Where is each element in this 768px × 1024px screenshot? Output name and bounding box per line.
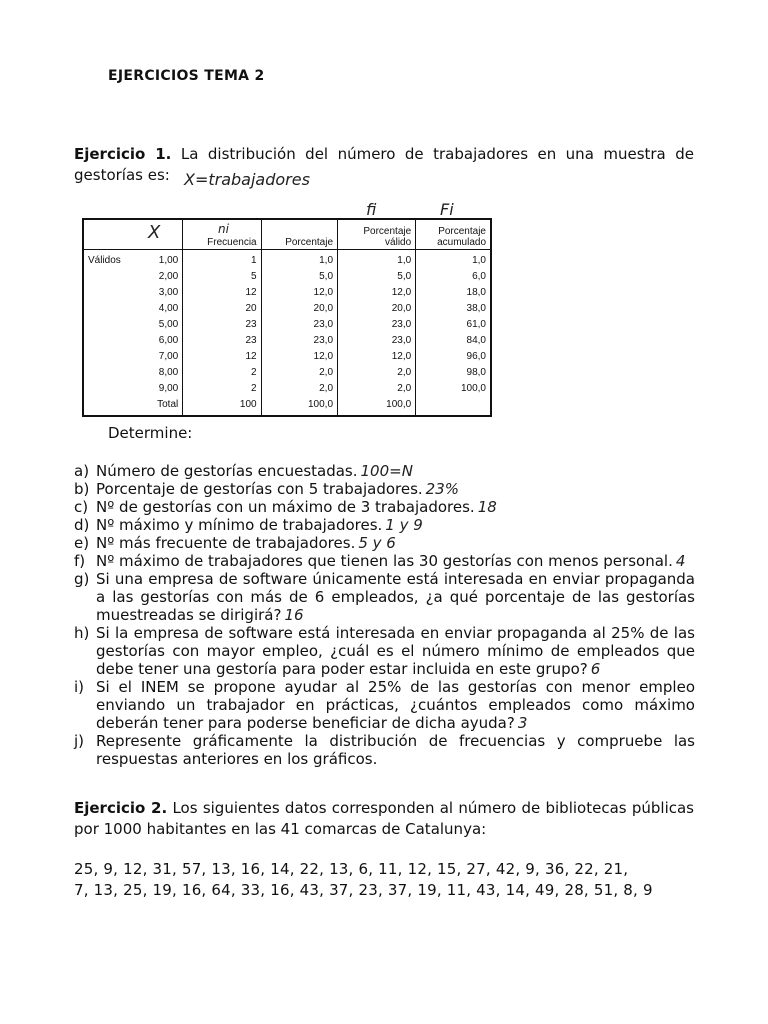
table-cell: 5,0 — [338, 268, 416, 284]
table-cell: 84,0 — [466, 334, 486, 346]
table-cell: 23,0 — [261, 316, 337, 332]
handwritten-x-label: X — [148, 222, 161, 243]
table-cell: 6,00 — [131, 332, 183, 348]
handwritten-answer: 23% — [425, 480, 460, 498]
table-cell: 98,0 — [466, 366, 486, 378]
question-text: Si una empresa de software únicamente está interesada en enviar propaganda a las gestorías con más de 6 empleados, ¿a qué porcentaje de las gestorías muestreadas se dirigirá? — [96, 570, 695, 624]
data-line-1: 25, 9, 12, 31, 57, 13, 16, 14, 22, 13, 6, 11, 12, 15, 27, 42, 9, 36, 22, 21, — [74, 860, 629, 878]
handwritten-answer: 6 — [590, 660, 601, 678]
table-cell: 2 — [183, 380, 261, 396]
table-cell: 7,00 — [131, 348, 183, 364]
table-cell: 12 — [183, 284, 261, 300]
table-cell: 23 — [183, 316, 261, 332]
table-cell: 3,00 — [131, 284, 183, 300]
page-title: EJERCICIOS TEMA 2 — [108, 68, 265, 84]
question-text: Nº máximo y mínimo de trabajadores. — [96, 516, 383, 534]
question-label: f) — [74, 552, 86, 570]
question-text: Nº más frecuente de trabajadores. — [96, 534, 356, 552]
table-cell: 38,0 — [466, 302, 486, 314]
question-label: h) — [74, 624, 90, 642]
handwritten-ni-label: ni — [218, 222, 229, 236]
handwritten-answer: 3 — [517, 714, 528, 732]
row-group-label — [83, 300, 131, 316]
determine-label: Determine: — [108, 424, 193, 442]
table-cell: 1 — [183, 250, 261, 269]
table-cell: 100,0 — [261, 396, 337, 416]
table-header — [83, 219, 131, 250]
table-cell: 12,0 — [338, 348, 416, 364]
question-text: Número de gestorías encuestadas. — [96, 462, 358, 480]
question-label: e) — [74, 534, 90, 552]
table-header-porcentaje-acumulado: Porcentaje acumulado — [437, 226, 486, 248]
table-cell: Total — [131, 396, 183, 416]
question-text: Si la empresa de software está interesada en enviar propaganda al 25% de las gestorías con mayor empleo, ¿cuál es el número mínimo de empleados que debe tener una gestoría para poder estar incluida en este grupo? — [96, 624, 695, 678]
exercise-2-text: Los siguientes datos corresponden al número de bibliotecas públicas por 1000 habitantes en las 41 comarcas de Catalunya: — [74, 799, 694, 838]
table-cell: 2,00 — [131, 268, 183, 284]
question-item — [74, 480, 695, 498]
handwritten-answer: 16 — [284, 606, 304, 624]
table-cell: 1,00 — [131, 250, 183, 269]
handwritten-answer: 5 y 6 — [358, 534, 396, 552]
table-cell: 2 — [183, 364, 261, 380]
question-label: c) — [74, 498, 89, 516]
table-cell: 2,0 — [338, 380, 416, 396]
question-text: Porcentaje de gestorías con 5 trabajadores. — [96, 480, 423, 498]
table-row — [83, 348, 491, 364]
row-group-label — [83, 332, 131, 348]
table-row — [83, 316, 491, 332]
table-cell — [416, 396, 491, 416]
question-text: Nº máximo de trabajadores que tienen las 30 gestorías con menos personal. — [96, 552, 673, 570]
question-list — [74, 462, 695, 768]
handwritten-answer: 100=N — [360, 462, 413, 480]
question-item — [74, 678, 695, 732]
table-cell: 1,0 — [261, 250, 337, 269]
table-header-porcentaje-valido: Porcentaje válido — [338, 219, 416, 250]
question-item — [74, 732, 695, 768]
table-cell: 12,0 — [338, 284, 416, 300]
question-item — [74, 462, 695, 480]
exercise-1-heading: Ejercicio 1. — [74, 145, 172, 163]
question-label: d) — [74, 516, 90, 534]
frequency-table — [82, 218, 492, 417]
exercise-2-intro — [74, 798, 694, 840]
row-group-label — [83, 348, 131, 364]
table-total-row — [83, 396, 491, 416]
question-item — [74, 570, 695, 624]
table-cell: 5,0 — [261, 268, 337, 284]
table-cell: 20,0 — [261, 300, 337, 316]
table-header-frecuencia: Frecuencia — [183, 219, 261, 250]
table-cell: 1,0 — [338, 250, 416, 269]
table-row — [83, 300, 491, 316]
question-label: a) — [74, 462, 90, 480]
handwritten-variable-note: X=trabajadores — [184, 170, 310, 189]
table-row — [83, 364, 491, 380]
table-cell: 12 — [183, 348, 261, 364]
table-cell: 100 — [183, 396, 261, 416]
table-cell: 23,0 — [261, 332, 337, 348]
table-cell: 23,0 — [338, 332, 416, 348]
row-group-label — [83, 284, 131, 300]
table-header — [131, 219, 183, 250]
table-row — [83, 332, 491, 348]
question-item — [74, 498, 695, 516]
table-cell: 5 — [183, 268, 261, 284]
question-item — [74, 552, 695, 570]
table-header-porcentaje: Porcentaje — [261, 219, 337, 250]
table-row — [83, 380, 491, 396]
table-header-row — [83, 219, 491, 250]
table-cell: 20 — [183, 300, 261, 316]
exercise-1-intro — [74, 144, 694, 186]
table-cell: 100,0 — [460, 382, 486, 394]
question-text: Si el INEM se propone ayudar al 25% de las gestorías con menor empleo enviando un trabajador en prácticas, ¿cuántos empleados como máximo deberán tener para poderse beneficiar de dicha ayuda? — [96, 678, 695, 732]
table-cell: 2,0 — [261, 364, 337, 380]
table-cell: 23,0 — [338, 316, 416, 332]
data-line-2: 7, 13, 25, 19, 16, 64, 33, 16, 43, 37, 23, 37, 19, 11, 43, 14, 49, 28, 51, 8, 9 — [74, 881, 653, 899]
question-item — [74, 534, 695, 552]
table-cell: 2,0 — [261, 380, 337, 396]
table-cell: 6,0 — [472, 270, 486, 282]
table-cell: 2,0 — [338, 364, 416, 380]
table-cell: 1,0 — [472, 254, 486, 266]
exercise-1-text: La distribución del número de trabajadores en una muestra de gestorías es: — [74, 145, 694, 184]
question-label: b) — [74, 480, 90, 498]
question-label: i) — [74, 678, 85, 696]
handwritten-Fi-label: Fi — [440, 200, 454, 219]
table-cell: 61,0 — [466, 318, 486, 330]
row-group-label — [83, 364, 131, 380]
table-cell: 8,00 — [131, 364, 183, 380]
row-group-label: Válidos — [88, 254, 121, 266]
row-group-label — [83, 268, 131, 284]
question-label: g) — [74, 570, 90, 588]
table-cell: 100,0 — [338, 396, 416, 416]
row-group-label — [83, 380, 131, 396]
handwritten-fi-label: fi — [366, 200, 377, 219]
question-item — [74, 624, 695, 678]
question-text: Represente gráficamente la distribución de frecuencias y compruebe las respuestas anteriores en los gráficos. — [96, 732, 695, 768]
table-cell: 12,0 — [261, 348, 337, 364]
handwritten-answer: 4 — [675, 552, 686, 570]
table-cell: 4,00 — [131, 300, 183, 316]
table-row — [83, 268, 491, 284]
question-label: j) — [74, 732, 85, 750]
table-cell: 18,0 — [466, 286, 486, 298]
table-cell: 12,0 — [261, 284, 337, 300]
question-text: Nº de gestorías con un máximo de 3 trabajadores. — [96, 498, 475, 516]
table-cell: 20,0 — [338, 300, 416, 316]
table-cell: 23 — [183, 332, 261, 348]
handwritten-answer: 1 y 9 — [385, 516, 423, 534]
table-cell — [83, 396, 131, 416]
table-row — [83, 250, 491, 269]
row-group-label — [83, 316, 131, 332]
table-cell: 9,00 — [131, 380, 183, 396]
table-cell: 96,0 — [466, 350, 486, 362]
table-row — [83, 284, 491, 300]
exercise-2-heading: Ejercicio 2. — [74, 799, 168, 817]
table-cell: 5,00 — [131, 316, 183, 332]
handwritten-answer: 18 — [477, 498, 497, 516]
question-item — [74, 516, 695, 534]
